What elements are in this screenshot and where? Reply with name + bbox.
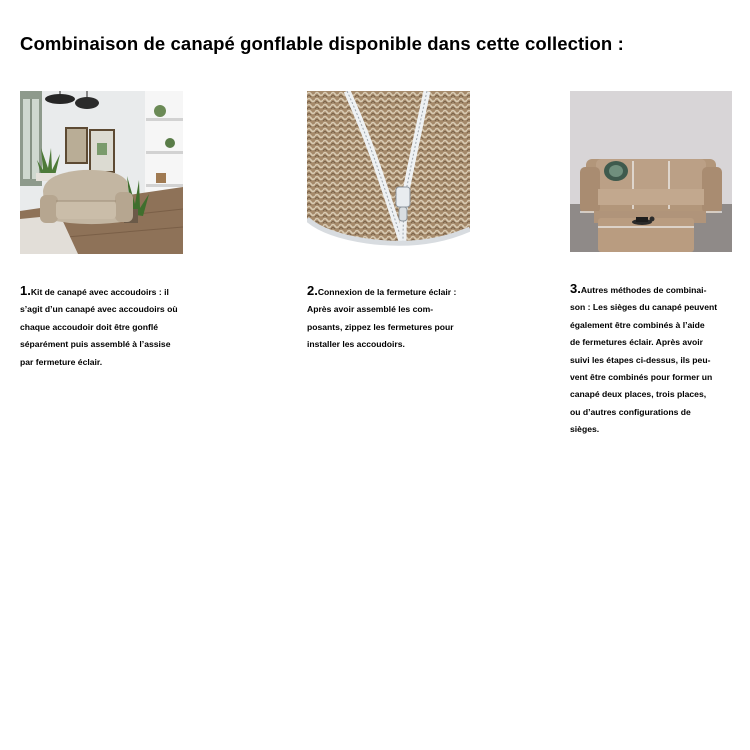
- caption-line: vent être combinés pour former un: [570, 372, 713, 383]
- feature-card-armrest-kit: [20, 91, 220, 371]
- step-number: 2.: [307, 283, 318, 298]
- caption-line: installer les accoudoirs.: [307, 339, 405, 350]
- feature-card-other-methods: [570, 91, 740, 439]
- three-seat-sofa-image: [570, 91, 732, 252]
- caption-line: ou d’autres configurations de: [570, 406, 691, 417]
- step-number: 3.: [570, 281, 581, 296]
- caption-zipper: [307, 282, 507, 354]
- caption-line: Autres méthodes de combinai-: [580, 285, 707, 295]
- caption-line: sièges.: [570, 424, 600, 435]
- caption-other-methods: [570, 280, 740, 439]
- caption-line: posants, zippez les fermetures pour: [307, 321, 454, 332]
- page-title: Combinaison de canapé gonflable disponible dans cette collection :: [20, 33, 624, 54]
- caption-line: Connexion de la fermeture éclair :: [317, 287, 457, 297]
- living-room-armchair-image: [20, 91, 183, 254]
- caption-line: son : Les sièges du canapé peuvent: [570, 302, 718, 313]
- feature-card-zipper: [307, 91, 507, 354]
- step-number: 1.: [20, 283, 31, 298]
- caption-line: canapé deux places, trois places,: [570, 389, 707, 400]
- caption-line: de fermetures éclair. Après avoir: [570, 337, 703, 348]
- caption-armrest-kit: [20, 282, 220, 371]
- zipper-closeup-image: [307, 91, 470, 254]
- caption-line: par fermeture éclair.: [20, 356, 103, 367]
- caption-line: suivi les étapes ci-dessus, ils peu-: [570, 354, 711, 365]
- caption-line: également être combinés à l’aide: [570, 319, 705, 330]
- caption-line: chaque accoudoir doit être gonflé: [20, 321, 158, 332]
- caption-line: Après avoir assemblé les com-: [307, 304, 434, 315]
- caption-line: s’agit d’un canapé avec accoudoirs où: [20, 304, 178, 315]
- caption-line: Kit de canapé avec accoudoirs : il: [30, 287, 169, 297]
- caption-line: séparément puis assemblé à l’assise: [20, 339, 171, 350]
